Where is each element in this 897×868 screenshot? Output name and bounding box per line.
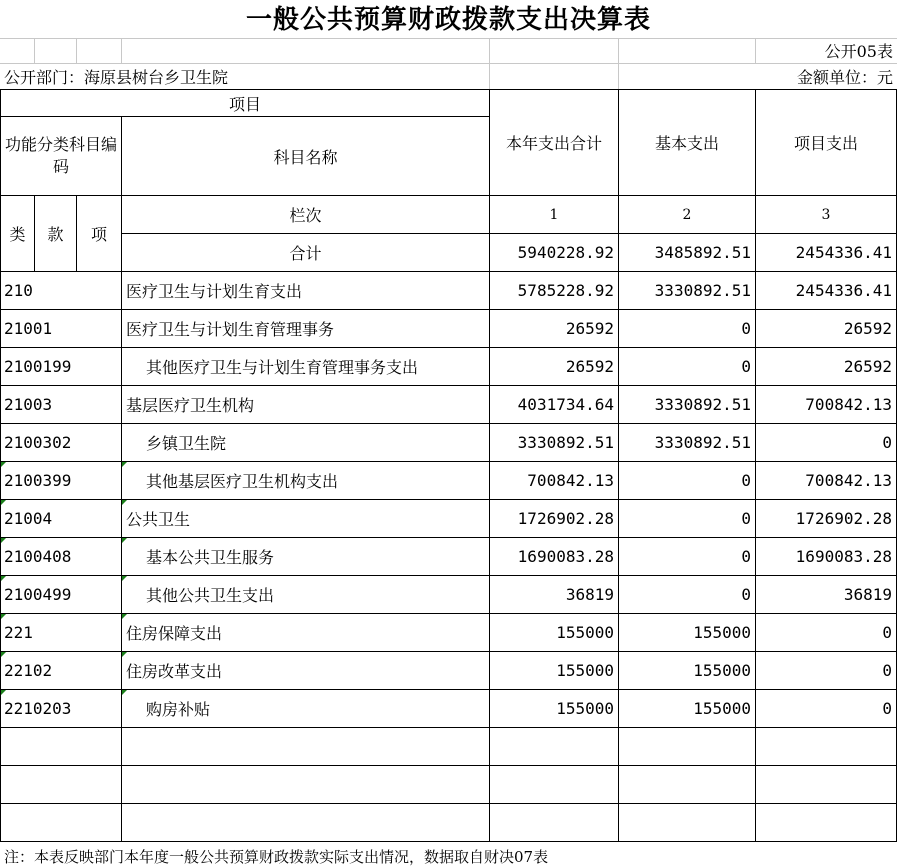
row-subject-name-text: 住房改革支出 [126, 662, 223, 681]
row-basic: 155000 [619, 652, 756, 690]
row-code [1, 652, 122, 690]
row-basic: 0 [619, 576, 756, 614]
empty-cell [756, 766, 897, 804]
col-no-3: 3 [756, 196, 897, 234]
sum-project: 2454336.41 [756, 234, 897, 272]
sum-total: 5940228.92 [490, 234, 619, 272]
row-subject-name-text: 其他基层医疗卫生机构支出 [146, 472, 339, 491]
row-code [1, 310, 122, 348]
grid-line [34, 38, 35, 63]
table-row [1, 462, 897, 500]
table-row [1, 272, 897, 310]
row-code-text: 2100499 [4, 585, 72, 604]
row-subject-name [122, 652, 490, 690]
header-subject-name: 科目名称 [122, 117, 490, 196]
row-code-text: 21004 [4, 509, 53, 528]
empty-cell [1, 804, 122, 842]
table-row [1, 348, 897, 386]
unit-label: 金额单位：元 [796, 67, 893, 87]
row-project: 26592 [756, 348, 897, 386]
row-total: 26592 [490, 310, 619, 348]
sum-basic: 3485892.51 [619, 234, 756, 272]
row-code-text: 2100199 [4, 357, 72, 376]
empty-cell [490, 804, 619, 842]
row-subject-name [122, 462, 490, 500]
comment-marker-icon [1, 500, 6, 505]
empty-cell [122, 804, 490, 842]
row-basic: 155000 [619, 614, 756, 652]
row-subject-name-text: 住房保障支出 [126, 624, 223, 643]
header-func-code: 功能分类科目编码 [1, 117, 122, 196]
row-basic: 3330892.51 [619, 424, 756, 462]
row-code [1, 500, 122, 538]
table-row [1, 690, 897, 728]
row-code [1, 386, 122, 424]
row-subject-name [122, 386, 490, 424]
row-subject-name [122, 576, 490, 614]
row-basic: 0 [619, 500, 756, 538]
row-code-text: 22102 [4, 661, 53, 680]
row-code-text: 2210203 [4, 699, 72, 718]
table-row [1, 310, 897, 348]
row-basic: 0 [619, 538, 756, 576]
row-code [1, 538, 122, 576]
comment-marker-icon [1, 538, 6, 543]
row-total: 1690083.28 [490, 538, 619, 576]
table-row [1, 576, 897, 614]
empty-row [1, 728, 897, 766]
table-row [1, 614, 897, 652]
grid-line [76, 38, 77, 63]
header-column-no: 栏次 [122, 196, 490, 234]
row-code-text: 2100408 [4, 547, 72, 566]
row-subject-name [122, 500, 490, 538]
row-subject-name-text: 公共卫生 [126, 510, 191, 529]
row-subject-name [122, 538, 490, 576]
row-total: 36819 [490, 576, 619, 614]
empty-cell [122, 728, 490, 766]
row-subject-name [122, 348, 490, 386]
row-project: 1690083.28 [756, 538, 897, 576]
row-subject-name-text: 其他医疗卫生与计划生育管理事务支出 [146, 358, 419, 377]
empty-cell [756, 728, 897, 766]
row-basic: 3330892.51 [619, 272, 756, 310]
table-row [1, 386, 897, 424]
empty-cell [756, 804, 897, 842]
empty-cell [1, 766, 122, 804]
row-code [1, 576, 122, 614]
row-project: 36819 [756, 576, 897, 614]
row-basic: 155000 [619, 690, 756, 728]
row-code [1, 272, 122, 310]
header-kuan: 款 [35, 196, 77, 272]
row-subject-name [122, 310, 490, 348]
col-no-1: 1 [490, 196, 619, 234]
comment-marker-icon [122, 500, 127, 505]
header-basic: 基本支出 [619, 90, 756, 196]
comment-marker-icon [1, 462, 6, 467]
row-total: 3330892.51 [490, 424, 619, 462]
row-code-text: 210 [4, 281, 33, 300]
row-total: 155000 [490, 614, 619, 652]
comment-marker-icon [122, 538, 127, 543]
row-basic: 0 [619, 462, 756, 500]
table-row [1, 652, 897, 690]
grid-line [121, 38, 122, 63]
row-total: 155000 [490, 652, 619, 690]
row-code [1, 348, 122, 386]
row-subject-name [122, 424, 490, 462]
row-code [1, 462, 122, 500]
row-subject-name [122, 272, 490, 310]
table-row [1, 500, 897, 538]
row-code-text: 2100399 [4, 471, 72, 490]
empty-cell [1, 728, 122, 766]
comment-marker-icon [122, 462, 127, 467]
row-total: 4031734.64 [490, 386, 619, 424]
department-label: 公开部门：海原县树台乡卫生院 [4, 67, 229, 87]
row-basic: 0 [619, 348, 756, 386]
row-subject-name-text: 乡镇卫生院 [146, 434, 227, 453]
row-total: 155000 [490, 690, 619, 728]
comment-marker-icon [1, 576, 6, 581]
row-subject-name [122, 614, 490, 652]
sum-label: 合计 [122, 234, 490, 272]
expenditure-table [0, 89, 897, 842]
row-project: 0 [756, 424, 897, 462]
header-total: 本年支出合计 [490, 90, 619, 196]
row-code [1, 614, 122, 652]
row-total: 5785228.92 [490, 272, 619, 310]
empty-cell [490, 728, 619, 766]
row-code [1, 424, 122, 462]
row-project: 700842.13 [756, 386, 897, 424]
comment-marker-icon [1, 690, 6, 695]
row-total: 700842.13 [490, 462, 619, 500]
row-project: 1726902.28 [756, 500, 897, 538]
row-subject-name-text: 基本公共卫生服务 [146, 548, 275, 567]
row-code-text: 221 [4, 623, 33, 642]
grid-line [489, 38, 490, 89]
row-project: 2454336.41 [756, 272, 897, 310]
row-subject-name [122, 690, 490, 728]
empty-cell [122, 766, 490, 804]
comment-marker-icon [1, 614, 6, 619]
row-project: 26592 [756, 310, 897, 348]
empty-cell [619, 728, 756, 766]
row-code-text: 21001 [4, 319, 53, 338]
row-subject-name-text: 基层医疗卫生机构 [126, 396, 255, 415]
row-subject-name-text: 购房补贴 [146, 700, 211, 719]
page-title: 一般公共预算财政拨款支出决算表 [245, 5, 651, 35]
row-project: 0 [756, 652, 897, 690]
row-project: 0 [756, 690, 897, 728]
empty-cell [490, 766, 619, 804]
footer-note: 注：本表反映部门本年度一般公共预算财政拨款实际支出情况，数据取自财决07表 [4, 848, 549, 866]
empty-cell [619, 766, 756, 804]
header-xiang: 项 [77, 196, 122, 272]
row-subject-name-text: 医疗卫生与计划生育支出 [126, 282, 303, 301]
form-code: 公开05表 [824, 42, 893, 61]
col-no-2: 2 [619, 196, 756, 234]
row-code [1, 690, 122, 728]
comment-marker-icon [122, 576, 127, 581]
comment-marker-icon [1, 652, 6, 657]
row-project: 0 [756, 614, 897, 652]
empty-row [1, 804, 897, 842]
row-subject-name-text: 其他公共卫生支出 [146, 586, 275, 605]
header-item: 项目 [1, 90, 490, 117]
row-total: 1726902.28 [490, 500, 619, 538]
header-project: 项目支出 [756, 90, 897, 196]
comment-marker-icon [122, 690, 127, 695]
row-total: 26592 [490, 348, 619, 386]
row-basic: 3330892.51 [619, 386, 756, 424]
row-basic: 0 [619, 310, 756, 348]
empty-row [1, 766, 897, 804]
header-lei: 类 [1, 196, 35, 272]
comment-marker-icon [122, 652, 127, 657]
table-row [1, 538, 897, 576]
row-code-text: 21003 [4, 395, 53, 414]
table-row [1, 424, 897, 462]
row-subject-name-text: 医疗卫生与计划生育管理事务 [126, 320, 335, 339]
row-code-text: 2100302 [4, 433, 72, 452]
comment-marker-icon [122, 614, 127, 619]
row-project: 700842.13 [756, 462, 897, 500]
empty-cell [619, 804, 756, 842]
